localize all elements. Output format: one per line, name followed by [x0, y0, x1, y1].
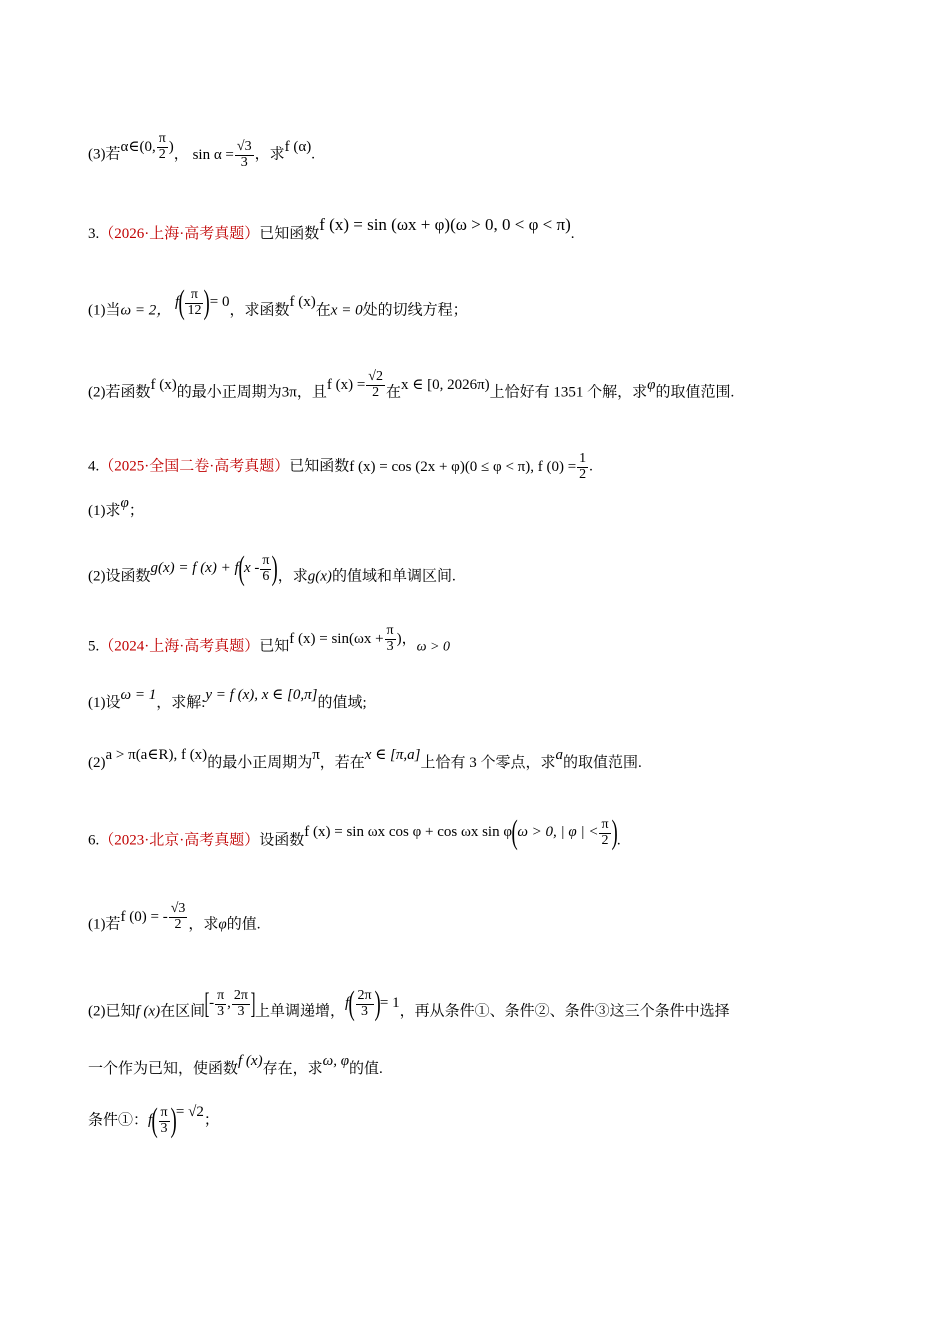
- subquestion-6-2-continued: 一个作为已知，使函数f (x)存在，求ω, φ的值.: [88, 1053, 383, 1077]
- f0-value: f (0) = - $\frac{√3}{2}$: [120, 901, 186, 932]
- subquestion-3-1: (1)当ω = 2， f( $\frac{\pi}{12}$ )= 0，求函数f (x)在x = 0处的切线方程；: [88, 284, 468, 321]
- question-number: 5.: [88, 638, 100, 655]
- function-formula: f (x) = sin ωx cos φ + cos ωx sin φ(ω > 0, | φ | < $\frac{\pi}{2}$ ): [304, 814, 618, 851]
- question-number: 4.: [88, 458, 100, 475]
- subquestion-4-2: (2)设函数g(x) = f (x) + f(x - $\frac{\pi}{6}$ )，求g(x)的值域和单调区间.: [88, 550, 456, 587]
- y-range: y = f (x), x ∈ [0,π]: [205, 687, 318, 703]
- question-6: 6.（2023·北京·高考真题）设函数f (x) = sin ωx cos φ + cos ωx sin φ(ω > 0, | φ | < $\frac{\pi}{2}$ ).: [88, 814, 621, 851]
- question-source: （2024·上海·高考真题）: [99, 638, 260, 655]
- subquestion-3-3: (3)若α∈(0, $\frac{\pi}{2}$ )， sin α = $\frac{√3}{3}$ ，求f (α).: [88, 131, 315, 170]
- question-source: （2026·上海·高考真题）: [99, 226, 260, 242]
- sin-alpha: sin α = $\frac{√3}{3}$: [192, 139, 252, 170]
- condition-1: 条件①：f( $\frac{\pi}{3}$ )= √2；: [88, 1102, 219, 1139]
- g-formula: g(x) = f (x) + f(x - $\frac{\pi}{6}$ ): [150, 550, 279, 587]
- question-3: 3.（2026·上海·高考真题）已知函数f (x) = sin (ωx + φ)(ω > 0, 0 < φ < π).: [88, 215, 575, 242]
- question-source: （2023·北京·高考真题）: [99, 832, 260, 849]
- function-formula: f (x) = sin (ωx + φ)(ω > 0, 0 < φ < π): [319, 215, 571, 234]
- subquestion-5-1: (1)设ω = 1，求解:y = f (x), x ∈ [0,π]的值域;: [88, 687, 367, 711]
- a-condition: a > π(a∈R), f (x): [105, 747, 208, 763]
- fx-equals-root2-over-2: f (x) = $\frac{√2}{2}$: [326, 369, 383, 400]
- condition-1-formula: f( $\frac{\pi}{3}$ )= √2: [148, 1102, 204, 1139]
- subquestion-3-2: (2)若函数f (x)的最小正周期为3π，且f (x) = $\frac{√2}{2}$ 在x ∈ [0, 2026π)上恰好有 1351 个解，求φ的取值范围.: [88, 369, 735, 401]
- function-formula: f (x) = sin(ωx + $\frac{\pi}{3}$ )，: [289, 623, 417, 654]
- x-range: x ∈ [π,a]: [364, 747, 421, 763]
- function-formula: f (x) = cos (2x + φ)(0 ≤ φ < π), f (0) = $\frac{1}{2}$: [349, 451, 587, 482]
- subquestion-5-2: (2)a > π(a∈R), f (x)的最小正周期为π，若在x ∈ [π,a]上恰有 3 个零点，求a的取值范围.: [88, 747, 642, 771]
- interval: [- $\frac{\pi}{3}$ , $\frac{2\pi}{3}$ ]: [204, 987, 256, 1020]
- omega-value: ω = 2，: [120, 302, 172, 319]
- subquestion-label: (3)若: [88, 146, 121, 163]
- x-range: x ∈ [0, 2026π): [400, 376, 490, 393]
- question-5: 5.（2024·上海·高考真题）已知f (x) = sin(ωx + $\frac{\pi}{3}$ )，ω > 0: [88, 623, 450, 655]
- question-number: 6.: [88, 832, 100, 849]
- subquestion-6-2: (2)已知f (x)在区间[- $\frac{\pi}{3}$ , $\frac{2\pi}{3}$ ]上单调递增，f( $\frac{2\pi}{3}$ )= 1，再从条件①、条件②、条件③这三个条件中选择: [88, 985, 730, 1022]
- f-2pi-over-3: f( $\frac{2\pi}{3}$ )= 1: [345, 985, 400, 1022]
- question-number: 3.: [88, 226, 100, 242]
- question-source: （2025·全国二卷·高考真题）: [99, 458, 290, 475]
- f-alpha: f (α): [284, 138, 312, 155]
- subquestion-6-1: (1)若f (0) = - $\frac{√3}{2}$ ，求φ的值.: [88, 901, 261, 933]
- subquestion-4-1: (1)求φ；: [88, 495, 144, 519]
- alpha-condition: α∈(0, $\frac{\pi}{2}$ ): [120, 131, 174, 162]
- question-4: 4.（2025·全国二卷·高考真题）已知函数f (x) = cos (2x + φ)(0 ≤ φ < π), f (0) = $\frac{1}{2}$ .: [88, 451, 593, 482]
- f-pi-over-12: f( $\frac{\pi}{12}$ )= 0: [174, 284, 230, 321]
